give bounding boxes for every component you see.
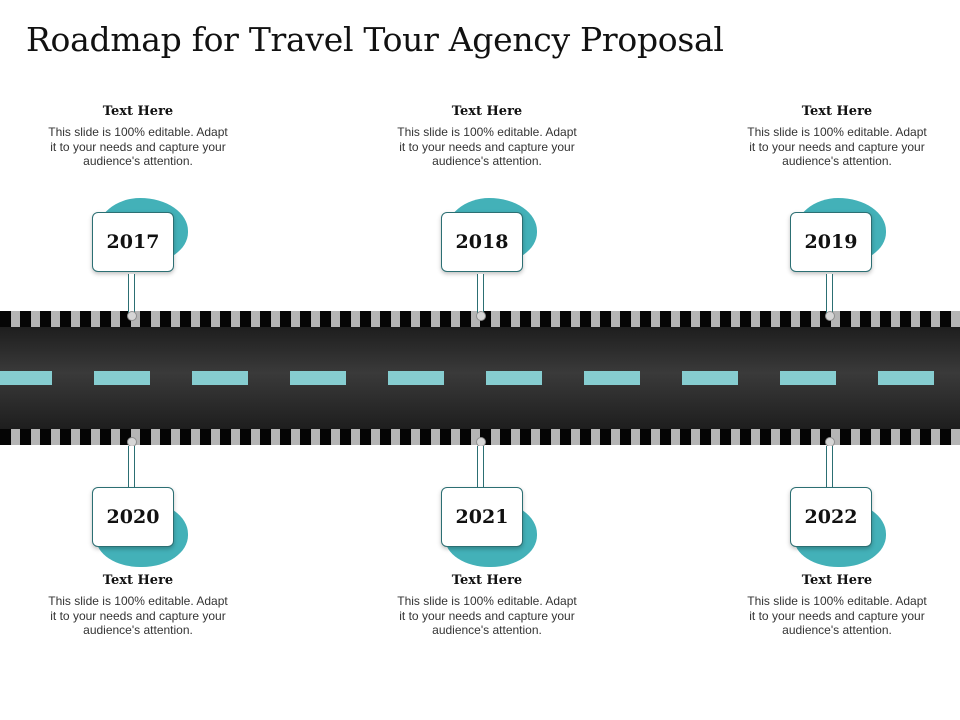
milestone-heading: Text Here xyxy=(102,104,174,119)
milestone-description: This slide is 100% editable. Adapt it to your needs and capture your audience's attention. xyxy=(747,125,927,168)
marker-post xyxy=(826,274,833,314)
curb-stripe xyxy=(800,311,811,327)
curb-stripe xyxy=(60,429,71,445)
curb-stripe xyxy=(720,429,731,445)
milestone-text-2017 xyxy=(48,104,228,169)
milestone-heading: Text Here xyxy=(801,104,873,119)
curb-stripe xyxy=(140,429,151,445)
milestone-text-2018 xyxy=(397,104,577,169)
milestone-text-2021 xyxy=(397,573,577,638)
curb-stripe xyxy=(240,311,251,327)
curb-stripe xyxy=(80,311,91,327)
curb-stripe xyxy=(140,311,151,327)
curb-stripe xyxy=(320,429,331,445)
year-card: 2017 xyxy=(92,212,174,272)
curb-stripe xyxy=(860,429,871,445)
curb-stripe xyxy=(360,429,371,445)
curb-stripe xyxy=(200,429,211,445)
milestone-marker-2021 xyxy=(441,487,537,567)
curb-stripe xyxy=(600,429,611,445)
lane-dash xyxy=(682,371,738,385)
curb-stripe xyxy=(540,429,551,445)
curb-stripe xyxy=(340,311,351,327)
curb-stripe xyxy=(920,429,931,445)
curb-stripe xyxy=(180,311,191,327)
curb-stripe xyxy=(320,311,331,327)
curb-stripe xyxy=(220,311,231,327)
marker-pin xyxy=(127,311,137,321)
year-card: 2019 xyxy=(790,212,872,272)
milestone-description: This slide is 100% editable. Adapt it to your needs and capture your audience's attention. xyxy=(397,594,577,637)
milestone-heading: Text Here xyxy=(801,573,873,588)
curb-stripe xyxy=(560,311,571,327)
curb-stripe xyxy=(0,311,11,327)
curb-stripe xyxy=(440,429,451,445)
curb-stripe xyxy=(400,311,411,327)
curb-stripe xyxy=(920,311,931,327)
curb-stripe xyxy=(840,429,851,445)
curb-stripe xyxy=(500,311,511,327)
curb-stripe xyxy=(360,311,371,327)
lane-dash xyxy=(290,371,346,385)
curb-stripe xyxy=(860,311,871,327)
curb-stripe xyxy=(300,311,311,327)
curb-stripe xyxy=(340,429,351,445)
curb-stripe xyxy=(640,429,651,445)
curb-stripe xyxy=(0,429,11,445)
milestone-text-2019 xyxy=(747,104,927,169)
curb-stripe xyxy=(880,311,891,327)
curb-stripe xyxy=(700,311,711,327)
curb-stripe xyxy=(300,429,311,445)
curb-stripe xyxy=(780,429,791,445)
curb-stripe xyxy=(260,429,271,445)
curb-stripe xyxy=(680,429,691,445)
lane-dash xyxy=(486,371,542,385)
curb-stripe xyxy=(240,429,251,445)
curb-stripe xyxy=(420,311,431,327)
curb-stripe xyxy=(560,429,571,445)
lane-dash xyxy=(0,371,52,385)
curb-stripe xyxy=(160,311,171,327)
milestone-marker-2018 xyxy=(441,198,537,278)
curb-stripe xyxy=(620,429,631,445)
curb-stripe xyxy=(200,311,211,327)
lane-dash xyxy=(192,371,248,385)
curb-stripe xyxy=(440,311,451,327)
curb-stripe xyxy=(460,429,471,445)
curb-stripe xyxy=(20,311,31,327)
marker-post xyxy=(128,446,135,488)
curb-stripe xyxy=(380,429,391,445)
lane-dash xyxy=(878,371,934,385)
curb-stripe xyxy=(940,311,951,327)
curb-stripe xyxy=(720,311,731,327)
year-card: 2020 xyxy=(92,487,174,547)
milestone-description: This slide is 100% editable. Adapt it to your needs and capture your audience's attention. xyxy=(48,594,228,637)
curb-stripe xyxy=(460,311,471,327)
curb-stripe xyxy=(740,429,751,445)
curb-stripe xyxy=(660,311,671,327)
curb-stripe xyxy=(280,311,291,327)
curb-stripe xyxy=(100,311,111,327)
curb-stripe xyxy=(40,311,51,327)
curb-stripe xyxy=(160,429,171,445)
curb-stripe xyxy=(760,311,771,327)
curb-stripe xyxy=(40,429,51,445)
marker-pin xyxy=(825,311,835,321)
curb-stripe xyxy=(520,311,531,327)
road xyxy=(0,311,960,445)
marker-post xyxy=(826,446,833,488)
curb-stripe xyxy=(800,429,811,445)
curb-stripe xyxy=(20,429,31,445)
year-card: 2021 xyxy=(441,487,523,547)
year-card: 2018 xyxy=(441,212,523,272)
marker-post xyxy=(477,446,484,488)
curb-stripe xyxy=(100,429,111,445)
curb-stripe xyxy=(540,311,551,327)
curb-stripe xyxy=(840,311,851,327)
milestone-description: This slide is 100% editable. Adapt it to your needs and capture your audience's attention. xyxy=(747,594,927,637)
curb-stripe xyxy=(900,429,911,445)
milestone-marker-2019 xyxy=(790,198,886,278)
year-card: 2022 xyxy=(790,487,872,547)
curb-stripe xyxy=(640,311,651,327)
milestone-marker-2020 xyxy=(92,487,188,567)
milestone-text-2022 xyxy=(747,573,927,638)
milestone-description: This slide is 100% editable. Adapt it to your needs and capture your audience's attention. xyxy=(397,125,577,168)
curb-stripe xyxy=(400,429,411,445)
curb-stripe xyxy=(620,311,631,327)
milestone-description: This slide is 100% editable. Adapt it to your needs and capture your audience's attention. xyxy=(48,125,228,168)
curb-stripe xyxy=(280,429,291,445)
lane-dash xyxy=(584,371,640,385)
curb-stripe xyxy=(500,429,511,445)
curb-stripe xyxy=(940,429,951,445)
curb-stripe xyxy=(600,311,611,327)
curb-stripe xyxy=(380,311,391,327)
curb-stripe xyxy=(680,311,691,327)
lane-dash xyxy=(94,371,150,385)
lane-dash xyxy=(780,371,836,385)
curb-stripe xyxy=(580,311,591,327)
marker-pin xyxy=(476,311,486,321)
curb-stripe xyxy=(520,429,531,445)
marker-post xyxy=(477,274,484,314)
milestone-heading: Text Here xyxy=(102,573,174,588)
marker-post xyxy=(128,274,135,314)
lane-dash xyxy=(388,371,444,385)
curb-stripe xyxy=(760,429,771,445)
curb-stripe xyxy=(180,429,191,445)
curb-stripe xyxy=(880,429,891,445)
curb-stripe xyxy=(660,429,671,445)
curb-stripe xyxy=(260,311,271,327)
curb-stripe xyxy=(740,311,751,327)
curb-stripe xyxy=(780,311,791,327)
milestone-marker-2022 xyxy=(790,487,886,567)
curb-stripe xyxy=(580,429,591,445)
curb-stripe xyxy=(80,429,91,445)
milestone-heading: Text Here xyxy=(451,573,523,588)
curb-stripe xyxy=(220,429,231,445)
milestone-marker-2017 xyxy=(92,198,188,278)
milestone-text-2020 xyxy=(48,573,228,638)
curb-stripe xyxy=(420,429,431,445)
curb-stripe xyxy=(60,311,71,327)
curb-stripe xyxy=(700,429,711,445)
page-title: Roadmap for Travel Tour Agency Proposal xyxy=(26,20,724,59)
curb-stripe xyxy=(900,311,911,327)
milestone-heading: Text Here xyxy=(451,104,523,119)
